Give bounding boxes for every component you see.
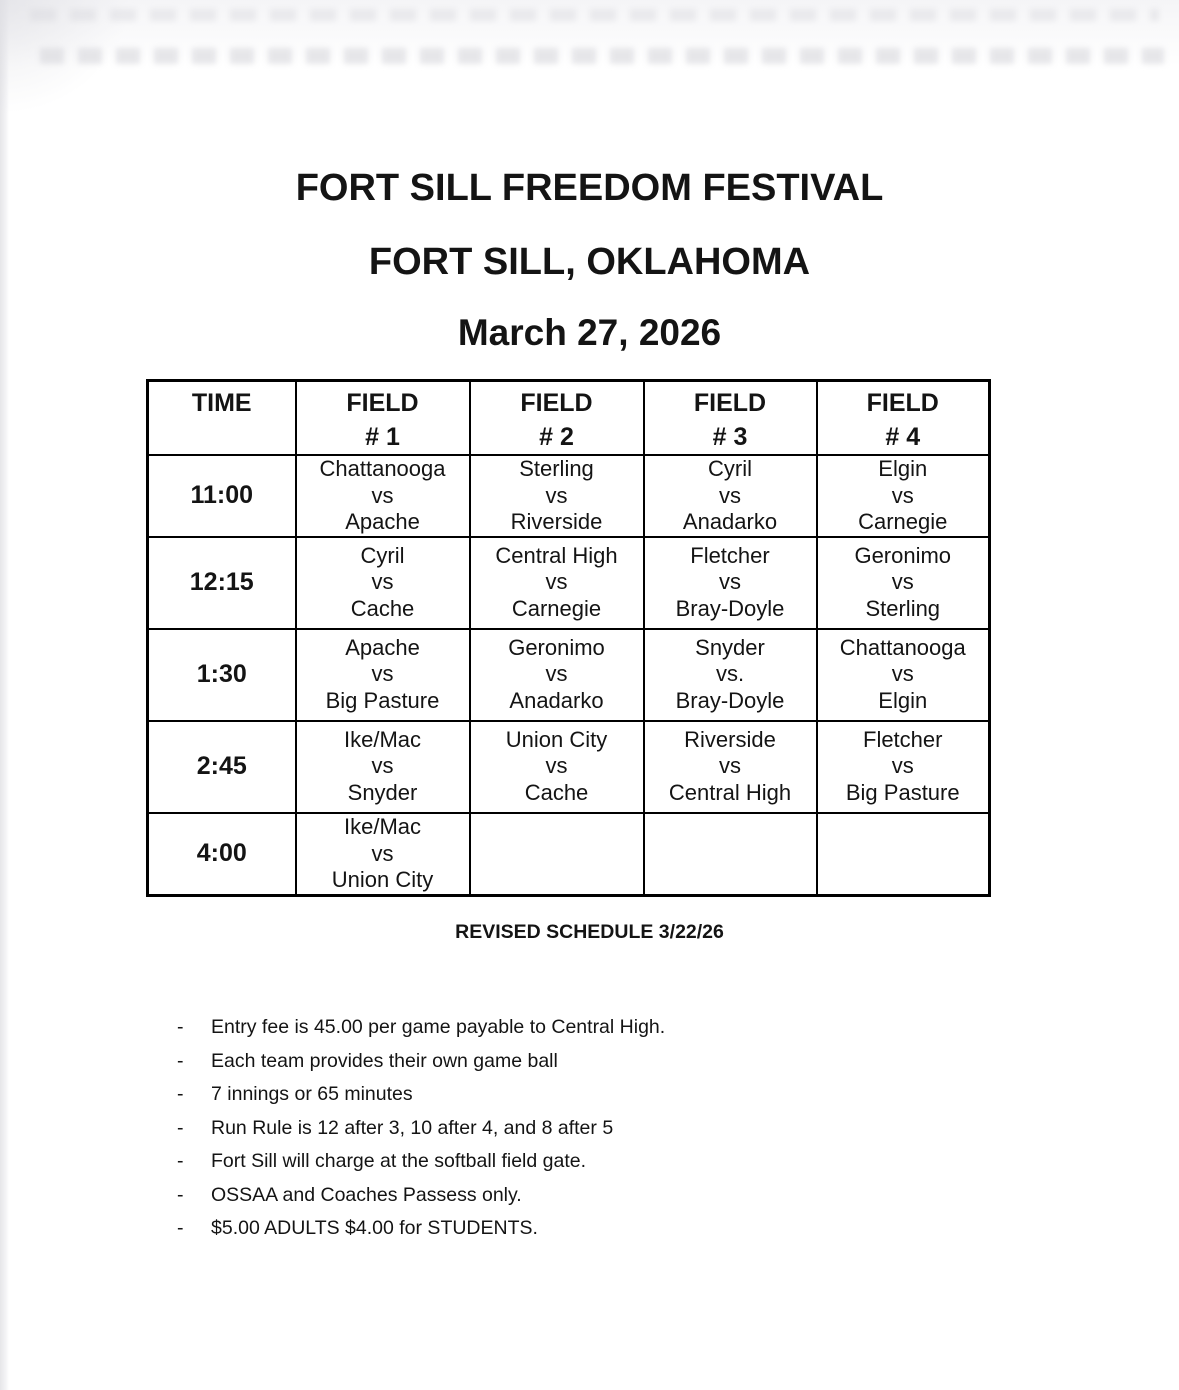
scan-artifact-band-top	[30, 9, 1159, 21]
team-b: Anadarko	[509, 687, 604, 713]
match-cell	[644, 537, 817, 629]
field-header-number: # 1	[365, 423, 400, 451]
table-row	[148, 721, 990, 813]
team-b: Cache	[350, 595, 415, 621]
match-cell	[817, 537, 990, 629]
team-a: Chattanooga	[839, 634, 966, 660]
match-cell	[470, 455, 644, 537]
field-header-number: # 2	[539, 423, 574, 451]
team-b: Union City	[331, 867, 434, 892]
team-b: Bray-Doyle	[675, 595, 785, 621]
column-header-field-1	[296, 381, 470, 456]
match-cell	[296, 629, 470, 721]
column-header-field-3	[644, 381, 817, 456]
team-a: Apache	[345, 634, 420, 660]
note-text: $5.00 ADULTS $4.00 for STUDENTS.	[211, 1217, 538, 1239]
match-cell	[296, 721, 470, 813]
column-header-field-2	[470, 381, 644, 456]
team-b: Snyder	[347, 779, 418, 805]
team-b: Cache	[524, 779, 589, 805]
vs-label: vs	[371, 753, 394, 779]
team-a: Central High	[495, 542, 618, 568]
team-b: Big Pasture	[325, 687, 440, 713]
vs-label: vs	[371, 661, 394, 687]
match-cell-empty	[470, 813, 644, 896]
match-cell	[470, 537, 644, 629]
scan-artifact-band-lower	[40, 48, 1164, 64]
team-a: Geronimo	[508, 634, 605, 660]
field-header-label: FIELD	[520, 389, 593, 417]
table-row	[148, 813, 990, 896]
bullet-dash: -	[177, 1150, 184, 1172]
team-b: Apache	[345, 509, 420, 534]
team-a: Ike/Mac	[343, 726, 422, 752]
table-row	[148, 629, 990, 721]
match-cell	[644, 629, 817, 721]
team-a: Union City	[505, 726, 608, 752]
team-a: Elgin	[878, 456, 928, 481]
match-cell-empty	[644, 813, 817, 896]
match-cell	[470, 721, 644, 813]
table-row	[148, 455, 990, 537]
vs-label: vs	[719, 569, 741, 595]
team-a: Riverside	[684, 726, 776, 752]
page-subtitle: FORT SILL, OKLAHOMA	[368, 241, 811, 283]
table-row	[148, 537, 990, 629]
team-b: Sterling	[865, 595, 941, 621]
vs-label: vs	[891, 569, 914, 595]
column-header-time	[148, 381, 296, 456]
match-cell	[296, 537, 470, 629]
field-header-number: # 4	[885, 423, 921, 451]
vs-label: vs	[891, 661, 914, 687]
team-a: Cyril	[360, 542, 405, 568]
match-cell	[817, 721, 990, 813]
vs-label: vs.	[715, 661, 745, 687]
bullet-dash: -	[177, 1049, 184, 1072]
vs-label: vs	[545, 569, 568, 595]
team-a: Chattanooga	[319, 456, 446, 481]
table-header-row	[148, 381, 990, 456]
note-item	[177, 1179, 1037, 1213]
bullet-dash: -	[177, 1016, 184, 1038]
field-header-label: FIELD	[693, 389, 767, 417]
vs-label: vs	[545, 482, 568, 508]
revised-schedule-note: REVISED SCHEDULE 3/22/26	[455, 921, 724, 943]
vs-label: vs	[891, 753, 914, 779]
match-cell	[644, 455, 817, 537]
note-text: OSSAA and Coaches Passess only.	[211, 1183, 522, 1206]
note-text: Entry fee is 45.00 per game payable to Central High.	[211, 1016, 666, 1038]
notes-list	[177, 1011, 1037, 1246]
time-cell: 2:45	[148, 721, 296, 813]
team-a: Geronimo	[854, 542, 952, 568]
vs-label: vs	[371, 840, 394, 866]
team-a: Snyder	[695, 634, 765, 660]
vs-label: vs	[891, 482, 914, 508]
match-cell	[296, 455, 470, 537]
time-header-label: TIME	[191, 389, 252, 417]
field-header-number: # 3	[712, 423, 748, 451]
note-text: 7 innings or 65 minutes	[211, 1083, 413, 1105]
match-cell	[296, 813, 470, 896]
note-item	[177, 1145, 1037, 1179]
time-cell: 4:00	[148, 813, 296, 896]
team-b: Bray-Doyle	[675, 687, 785, 713]
field-header-label: FIELD	[866, 389, 939, 417]
team-a: Ike/Mac	[343, 814, 422, 839]
note-text: Each team provides their own game ball	[211, 1049, 558, 1072]
team-b: Big Pasture	[845, 779, 960, 805]
team-b: Carnegie	[511, 595, 602, 621]
match-cell	[817, 455, 990, 537]
match-cell	[817, 629, 990, 721]
note-item	[177, 1078, 1037, 1112]
note-text: Fort Sill will charge at the softball field gate.	[211, 1150, 587, 1172]
note-item	[177, 1112, 1037, 1146]
team-b: Elgin	[878, 687, 928, 713]
match-cell-empty	[817, 813, 990, 896]
field-header-label: FIELD	[346, 389, 419, 417]
team-a: Sterling	[519, 456, 594, 481]
vs-label: vs	[545, 753, 568, 779]
time-cell: 1:30	[148, 629, 296, 721]
bullet-dash: -	[177, 1083, 184, 1105]
team-b: Anadarko	[682, 509, 778, 534]
match-cell	[470, 629, 644, 721]
team-a: Fletcher	[690, 542, 770, 568]
schedule-table	[146, 379, 991, 897]
team-a: Cyril	[708, 456, 752, 481]
bullet-dash: -	[177, 1217, 184, 1239]
time-cell: 11:00	[148, 455, 296, 537]
page-title: FORT SILL FREEDOM FESTIVAL	[295, 167, 884, 209]
vs-label: vs	[719, 482, 741, 508]
column-header-field-4	[817, 381, 990, 456]
bullet-dash: -	[177, 1183, 184, 1206]
team-b: Riverside	[510, 509, 603, 534]
team-a: Fletcher	[863, 726, 943, 752]
note-text: Run Rule is 12 after 3, 10 after 4, and 8 after 5	[211, 1116, 614, 1139]
vs-label: vs	[371, 569, 394, 595]
event-date: March 27, 2026	[457, 312, 722, 353]
note-item	[177, 1045, 1037, 1079]
page-corner-shade	[0, 0, 130, 115]
team-b: Central High	[668, 779, 792, 805]
vs-label: vs	[371, 482, 394, 508]
time-cell: 12:15	[148, 537, 296, 629]
note-item	[177, 1011, 1037, 1045]
bullet-dash: -	[177, 1116, 184, 1139]
match-cell	[644, 721, 817, 813]
vs-label: vs	[719, 753, 741, 779]
team-b: Carnegie	[858, 509, 948, 534]
note-item	[177, 1212, 1037, 1246]
vs-label: vs	[545, 661, 568, 687]
